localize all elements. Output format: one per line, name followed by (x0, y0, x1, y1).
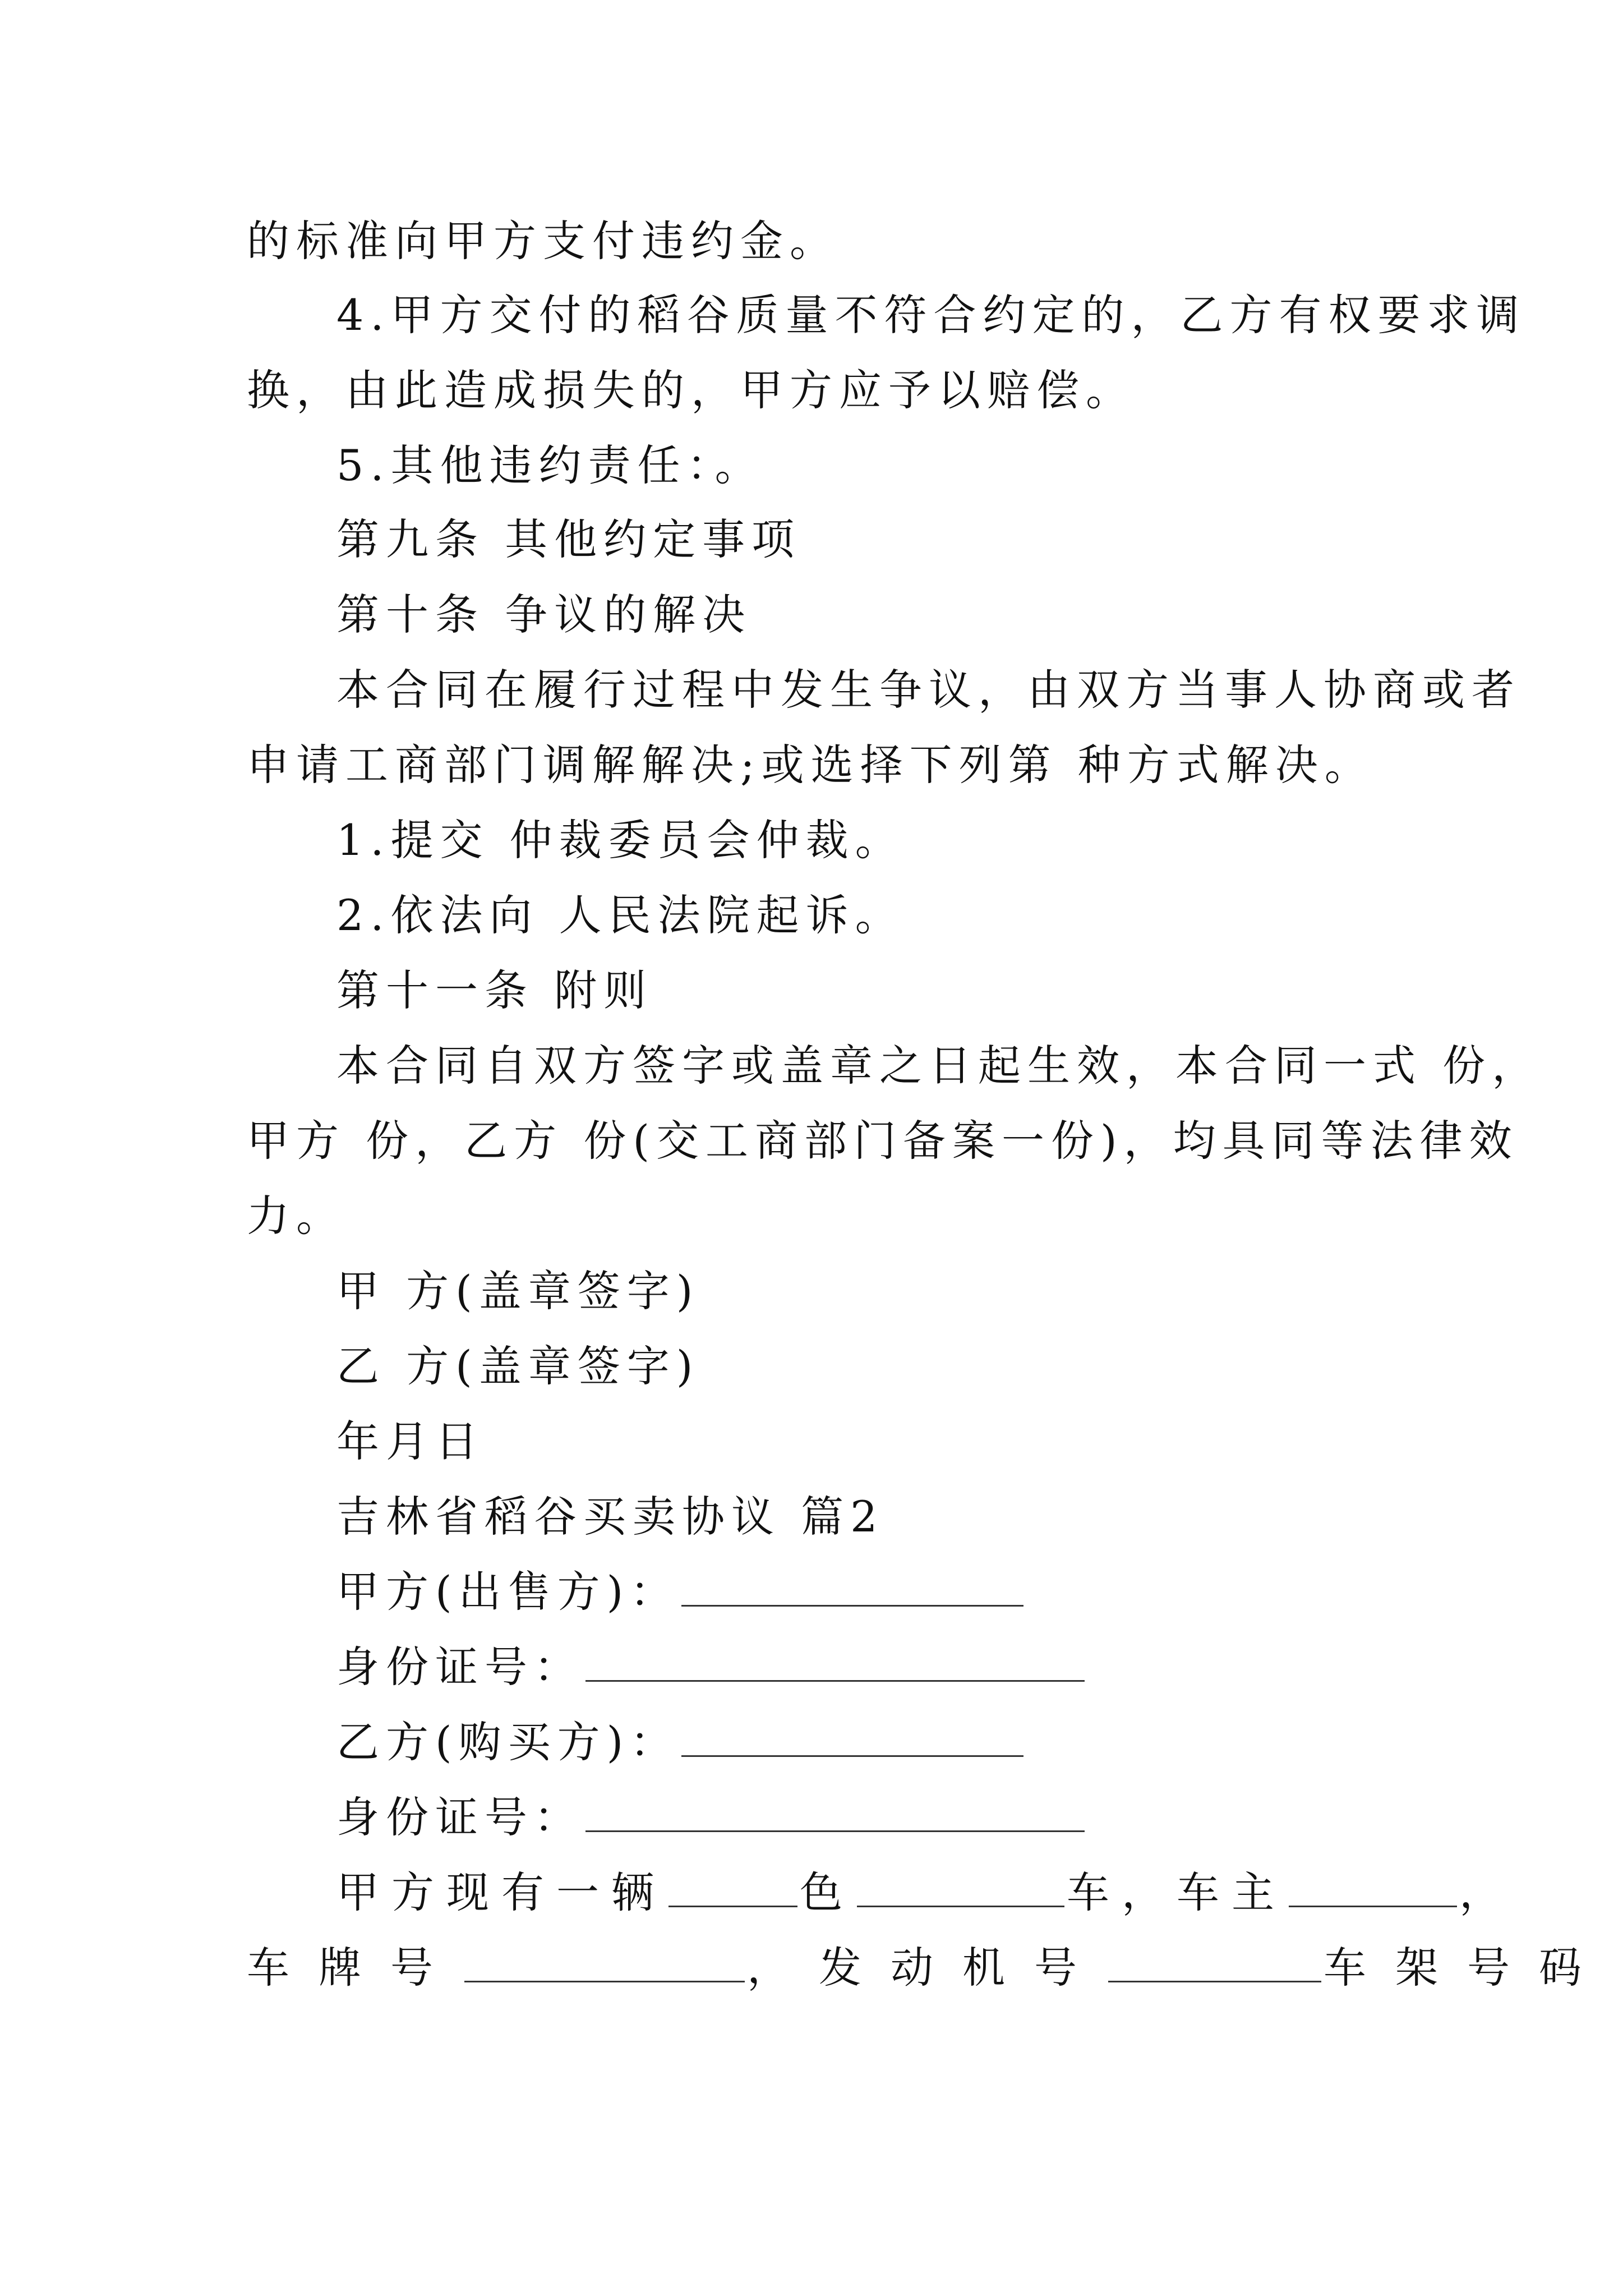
paragraph-line: 2.依法向 人民法院起诉。 (336, 890, 905, 940)
paragraph-line: 力。 (247, 1191, 345, 1241)
paragraph-line: 本合同在履行过程中发生争议，由双方当事人协商或者 (336, 665, 1521, 715)
date-line: 年月日 (336, 1416, 485, 1466)
paragraph-line: 本合同自双方签字或盖章之日起生效，本合同一式 份， (336, 1041, 1542, 1091)
vehicle-text: 色 (800, 1867, 855, 1917)
vehicle-text: ， (1459, 1867, 1514, 1917)
model-blank (857, 1870, 1064, 1907)
buyer-label: 乙方(购买方)： (336, 1717, 680, 1767)
paragraph-line: 4.甲方交付的稻谷质量不符合约定的，乙方有权要求调 (336, 290, 1526, 340)
signature-line: 甲 方(盖章签字) (336, 1266, 700, 1316)
vehicle-line (336, 1865, 1514, 1921)
article-heading: 第九条 其他约定事项 (336, 514, 801, 564)
article-heading: 第十一条 附则 (336, 965, 653, 1015)
color-blank (668, 1870, 797, 1907)
paragraph-line: 申请工商部门调解解决;或选择下列第 种方式解决。 (247, 740, 1374, 790)
buyer-field-row (336, 1714, 1026, 1770)
engine-blank (1108, 1945, 1321, 1982)
engine-label: ，发动机号 (747, 1943, 1106, 1993)
paragraph-line: 1.提交 仲裁委员会仲裁。 (336, 815, 905, 865)
owner-blank (1289, 1870, 1457, 1907)
id-field-row (336, 1639, 1087, 1695)
buyer-blank (681, 1719, 1023, 1757)
signature-line: 乙 方(盖章签字) (336, 1341, 700, 1391)
seller-label: 甲方(出售方)： (336, 1567, 680, 1617)
id-label: 身份证号： (336, 1792, 583, 1842)
plate-blank (464, 1945, 745, 1982)
paragraph-line: 甲方 份，乙方 份(交工商部门备案一份)，均具同等法律效 (247, 1116, 1519, 1166)
vehicle-line (247, 1940, 1611, 1996)
paragraph-line: 的标准向甲方支付违约金。 (247, 216, 839, 266)
paragraph-line: 5.其他违约责任：。 (336, 440, 764, 490)
paragraph-line: 换，由此造成损失的，甲方应予以赔偿。 (247, 365, 1135, 415)
vehicle-text: 甲方现有一辆 (336, 1867, 666, 1917)
id-blank (585, 1795, 1085, 1832)
id-label: 身份证号： (336, 1642, 583, 1692)
plate-label: 车牌号 (247, 1943, 462, 1993)
seller-field-row (336, 1564, 1026, 1620)
seller-blank (681, 1569, 1023, 1607)
id-field-row (336, 1789, 1087, 1846)
frame-label: 车架号码 (1324, 1943, 1611, 1993)
id-blank (585, 1644, 1085, 1682)
vehicle-text: 车，车主 (1067, 1867, 1287, 1917)
section-title: 吉林省稻谷买卖协议 篇2 (336, 1492, 884, 1542)
article-heading: 第十条 争议的解决 (336, 590, 752, 639)
